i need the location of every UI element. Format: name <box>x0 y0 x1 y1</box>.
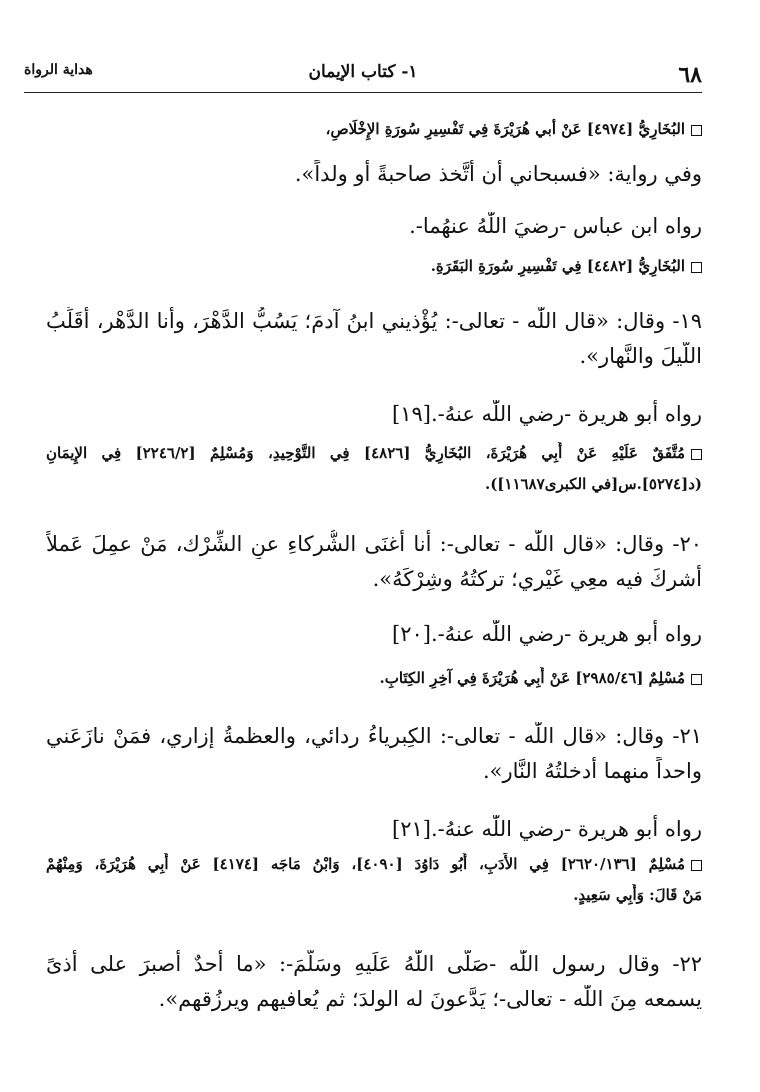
checkbox-square-icon <box>691 125 702 136</box>
checkbox-square-icon <box>691 262 702 273</box>
source-note: البُخَارِيُّ [٤٤٨٢] فِي تَفْسِيرِ سُورَةِ البَقَرَةِ. <box>46 255 702 278</box>
source-note: مُسْلِمٌ [٢٦٢٠/١٣٦] فِي الأَدَبِ، أَبُو دَاوُدَ [٤٠٩٠]، وَابْنُ مَاجَه [٤١٧٤] عَنْ أَبِي هُرَيْرَةَ، وَمِنْهُمْ مَنْ قَالَ: وَأَبِي سَعِيدٍ. <box>46 855 702 904</box>
source-note: مُتَّفَقٌ عَلَيْهِ عَنْ أَبِي هُرَيْرَةَ، البُخَارِيُّ [٤٨٢٦] فِي التَّوْحِيدِ، وَمُسْلِمٌ [٢٢٤٦/٢] فِي الإِيمَانِ (د[٥٢٧٤].س[في الكبرى١١٦٨٧]). <box>46 444 702 493</box>
book-title: هداية الرواة <box>24 62 93 78</box>
narrator-line: رواه أبو هريرة -رضي اللّٰه عنهُ-.[١٩] <box>392 402 702 426</box>
narrator-line: رواه أبو هريرة -رضي اللّٰه عنهُ-.[٢٠] <box>392 622 702 646</box>
checkbox-square-icon <box>691 674 702 685</box>
hadith-20: ٢٠- وقال: «قال اللّٰه - تعالى-: أنا أغنَى الشُّركاءِ عنِ الشِّرْك، مَنْ عمِلَ عَملاً أشركَ فيه معِي غَيْري؛ تركتُهُ وشِرْكَهُ». <box>46 532 702 592</box>
source-note: مُسْلِمٌ [٢٩٨٥/٤٦] عَنْ أَبِي هُرَيْرَةَ فِي آخِرِ الكِتَابِ. <box>46 667 702 690</box>
running-header <box>24 58 702 93</box>
checkbox-square-icon <box>691 449 702 460</box>
source-note: البُخَارِيُّ [٤٩٧٤] عَنْ أبي هُرَيْرَةَ فِي تَفْسِيرِ سُورَةِ الإِخْلَاصِ، <box>46 118 702 141</box>
narrator-line: رواه أبو هريرة -رضي اللّٰه عنهُ-.[٢١] <box>392 817 702 841</box>
page-number: ٦٨ <box>678 62 702 88</box>
hadith-21: ٢١- وقال: «قال اللّٰه - تعالى-: الكِبرياءُ ردائي، والعظمةُ إزاري، فمَنْ نازَعَني واحداً منهما أدخلتُهُ النَّار». <box>46 724 702 784</box>
hadith-19: ١٩- وقال: «قال اللّٰه - تعالى-: يُؤْذيني ابنُ آدمَ؛ يَسُبُّ الدَّهْرَ، وأنا الدَّهْر، أُقَلِّبُ اللَّيلَ والنَّهار». <box>46 309 702 369</box>
hadith-22: ٢٢- وقال رسول اللّٰه -صَلَّى اللّٰهُ عَلَيهِ وسَلَّمَ-: «ما أحدٌ أصبرَ على أذىً يسمعه مِنَ اللّٰه - تعالى-؛ يَدَّعونَ له الولدَ؛ ثم يُعافيهم ويرزُقهم». <box>46 952 702 1012</box>
chapter-title: ١- كتاب الإيمان <box>308 62 418 82</box>
checkbox-square-icon <box>691 860 702 871</box>
text-line: وفي رواية: «فسبحاني أن أتَّخذ صاحبةً أو ولداً». <box>294 162 702 186</box>
narrator-line: رواه ابن عباس -رضيَ اللّٰهُ عنهُما-. <box>409 214 702 238</box>
